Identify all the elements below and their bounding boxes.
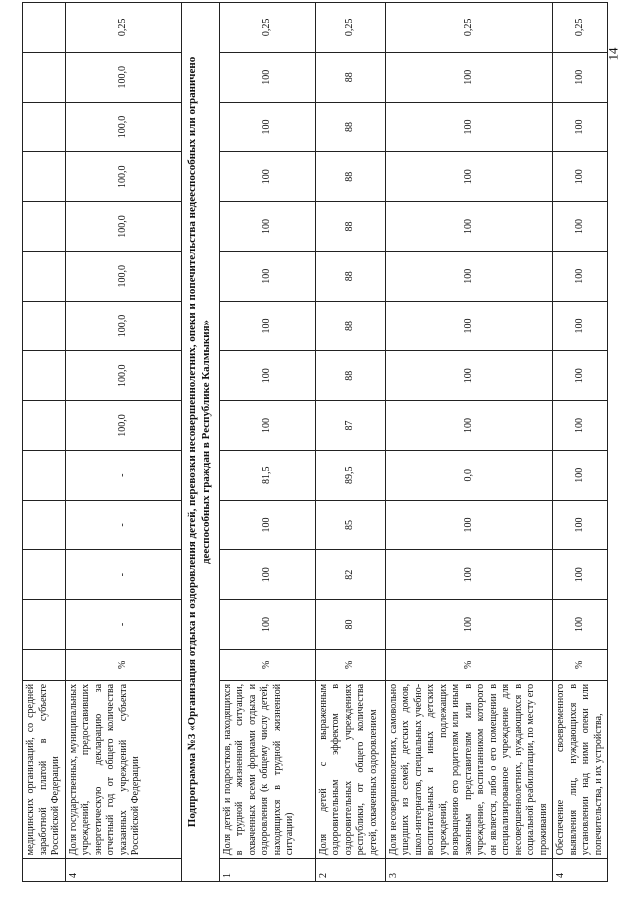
weight-cell: 0,25 xyxy=(219,3,315,53)
value-cell: 100 xyxy=(385,102,553,152)
value-cell: 88 xyxy=(315,52,385,102)
value-cell: 88 xyxy=(315,202,385,252)
value-cell: 100,0 xyxy=(65,152,181,202)
value-cell: 100 xyxy=(385,251,553,301)
unit-cell: % xyxy=(65,649,181,680)
value-cell: 100,0 xyxy=(65,401,181,451)
value-cell xyxy=(23,251,66,301)
value-cell: 100 xyxy=(385,351,553,401)
page-number: 14 xyxy=(605,47,621,61)
value-cell: 100 xyxy=(219,202,315,252)
value-cell: 88 xyxy=(315,251,385,301)
value-cell: 100 xyxy=(553,251,608,301)
weight-cell: 0,25 xyxy=(315,3,385,53)
value-cell: 100 xyxy=(219,152,315,202)
table-row xyxy=(385,3,553,882)
value-cell: 100,0 xyxy=(65,351,181,401)
value-cell: 100 xyxy=(553,450,608,500)
value-cell: 100 xyxy=(385,401,553,451)
value-cell: 100 xyxy=(553,202,608,252)
row-number: 4 xyxy=(553,859,608,882)
value-cell: 89,5 xyxy=(315,450,385,500)
row-number: 3 xyxy=(385,859,553,882)
row-number xyxy=(23,859,66,882)
value-cell: 100 xyxy=(385,550,553,600)
value-cell: 0,0 xyxy=(385,450,553,500)
row-number: 1 xyxy=(219,859,315,882)
weight-cell xyxy=(23,3,66,53)
value-cell: 82 xyxy=(315,550,385,600)
unit-cell: % xyxy=(553,649,608,680)
value-cell: 100 xyxy=(219,102,315,152)
value-cell: 100 xyxy=(553,500,608,550)
value-cell: 100 xyxy=(219,351,315,401)
table-row xyxy=(315,3,385,882)
value-cell: 88 xyxy=(315,152,385,202)
subprogram-title: Подпрограмма №3 «Организация отдыха и оздоровления детей, перевозки несовершеннолетних, опеки и попечительства недееспособных или ограничено дееспособных граждан в Республике Калмыкия» xyxy=(181,3,219,882)
rotated-page xyxy=(22,2,604,882)
weight-cell: 0,25 xyxy=(385,3,553,53)
unit-cell: % xyxy=(315,649,385,680)
value-cell xyxy=(23,301,66,351)
value-cell: 100 xyxy=(385,301,553,351)
value-cell: - xyxy=(65,450,181,500)
value-cell: 100 xyxy=(553,52,608,102)
value-cell: - xyxy=(65,600,181,650)
row-number: 4 xyxy=(65,859,181,882)
value-cell xyxy=(23,401,66,451)
value-cell: 100 xyxy=(553,351,608,401)
indicator-name: Доля детей с выраженным оздоровительным эффектом в оздоровительных учреждениях республики, от общего количества детей, охваченных оздоровлением xyxy=(315,680,385,858)
value-cell: 100 xyxy=(219,500,315,550)
value-cell: 100 xyxy=(553,102,608,152)
value-cell: 100,0 xyxy=(65,301,181,351)
value-cell: 100 xyxy=(219,301,315,351)
value-cell: - xyxy=(65,500,181,550)
table-body xyxy=(23,3,608,882)
unit-cell: % xyxy=(219,649,315,680)
table-row xyxy=(219,3,315,882)
value-cell xyxy=(23,450,66,500)
value-cell: 100,0 xyxy=(65,202,181,252)
value-cell: 100 xyxy=(385,202,553,252)
value-cell: 100 xyxy=(385,152,553,202)
value-cell: - xyxy=(65,550,181,600)
value-cell: 100 xyxy=(553,600,608,650)
value-cell: 100 xyxy=(219,401,315,451)
indicator-name: медицинских организаций, со средней заработной платой в субъекте Российской Федерации xyxy=(23,680,66,858)
indicator-name: Доля несовершеннолетних, самовольно ушедших из семей, детских домов, школ-интернатов, специальных учебно-воспитательных и иных детских учреждений, подлежащих возвращению его родителям или иным законным представителям или в учреждение, воспитанником которого он является, либо о его помещении в специализированное учреждение для несовершеннолетних, нуждающихся в социальной реабилитации, по месту его проживания xyxy=(385,680,553,858)
weight-cell: 0,25 xyxy=(553,3,608,53)
value-cell xyxy=(23,351,66,401)
value-cell: 80 xyxy=(315,600,385,650)
value-cell: 100 xyxy=(219,52,315,102)
value-cell: 100 xyxy=(553,401,608,451)
value-cell: 100 xyxy=(219,600,315,650)
value-cell: 100 xyxy=(553,152,608,202)
value-cell: 100 xyxy=(385,600,553,650)
section-row xyxy=(181,3,219,882)
indicator-name: Обеспечение своевременного выявления лиц, нуждающихся в установлении над ними опеки или попечительства, и их устройства, xyxy=(553,680,608,858)
value-cell: 88 xyxy=(315,102,385,152)
indicator-name: Доля детей и подростков, находящихся в трудной жизненной ситуации, охваченных всеми формами отдыха и оздоровления (к общему числу детей, находящихся в трудной жизненной ситуации) xyxy=(219,680,315,858)
unit-cell: % xyxy=(385,649,553,680)
weight-cell: 0,25 xyxy=(65,3,181,53)
indicator-name: Доля государственных, муниципальных учреждений, предоставивших энергетическую декларацию за отчетный год от общего количества указанных учреждений субъекта Российской Федерации xyxy=(65,680,181,858)
value-cell: 100 xyxy=(385,52,553,102)
value-cell: 100,0 xyxy=(65,251,181,301)
value-cell xyxy=(23,550,66,600)
table-row xyxy=(23,3,66,882)
unit-cell xyxy=(23,649,66,680)
value-cell xyxy=(23,202,66,252)
value-cell: 100 xyxy=(219,251,315,301)
value-cell xyxy=(23,500,66,550)
value-cell: 100 xyxy=(219,550,315,600)
value-cell: 100 xyxy=(553,301,608,351)
value-cell xyxy=(23,52,66,102)
row-number: 2 xyxy=(315,859,385,882)
value-cell: 100,0 xyxy=(65,102,181,152)
value-cell: 81,5 xyxy=(219,450,315,500)
value-cell: 100 xyxy=(385,500,553,550)
indicator-table xyxy=(22,2,608,882)
value-cell xyxy=(23,152,66,202)
table-row xyxy=(65,3,181,882)
value-cell: 100 xyxy=(553,550,608,600)
value-cell xyxy=(23,102,66,152)
value-cell: 88 xyxy=(315,301,385,351)
value-cell: 87 xyxy=(315,401,385,451)
value-cell xyxy=(23,600,66,650)
value-cell: 85 xyxy=(315,500,385,550)
value-cell: 100,0 xyxy=(65,52,181,102)
value-cell: 88 xyxy=(315,351,385,401)
table-row xyxy=(553,3,608,882)
